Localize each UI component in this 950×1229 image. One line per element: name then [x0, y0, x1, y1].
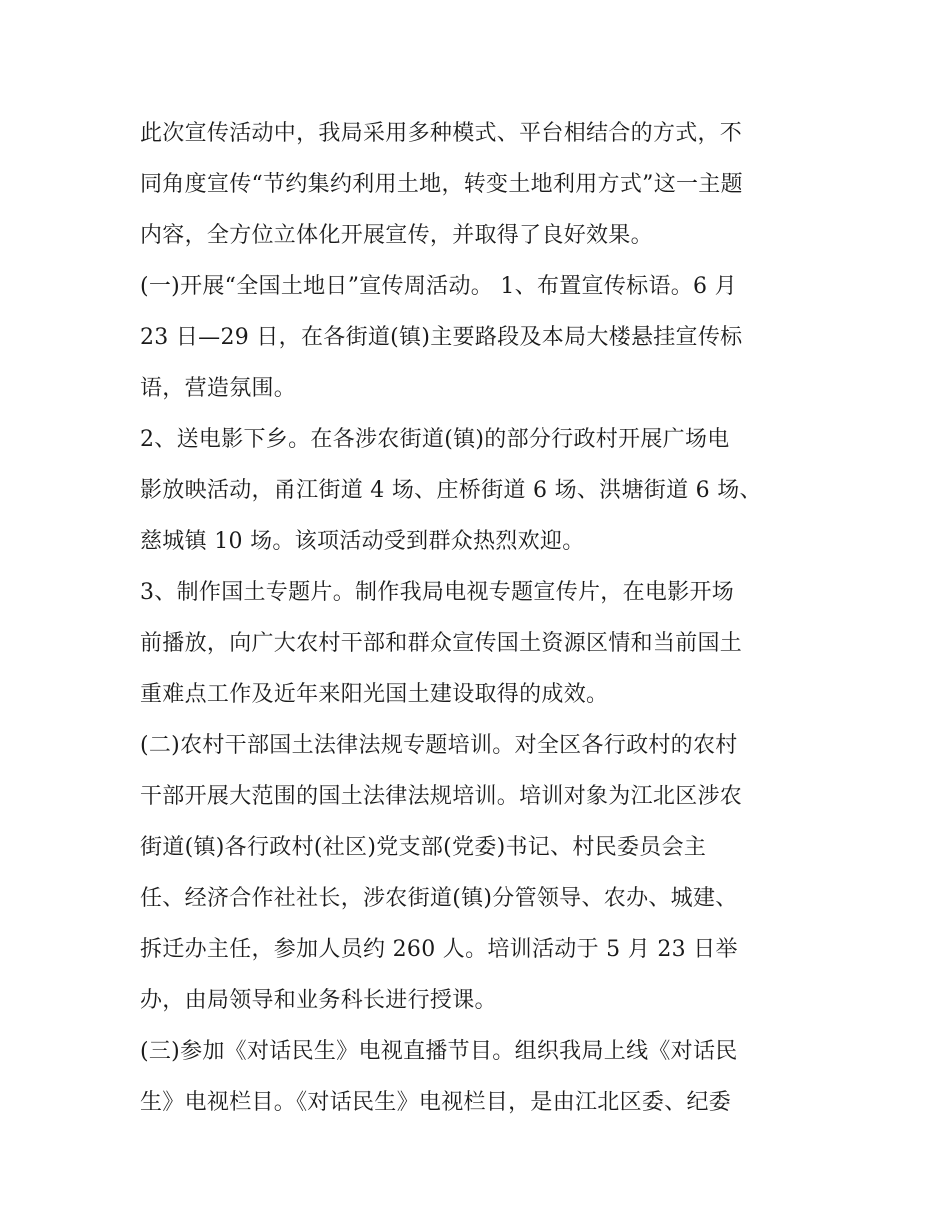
text-line: 此次宣传活动中，我局采用多种模式、平台相结合的方式，不: [140, 121, 743, 146]
text-line: 2、送电影下乡。在各涉农街道(镇)的部分行政村开展广场电: [140, 427, 730, 452]
text-line: 办，由局领导和业务科长进行授课。: [140, 988, 497, 1013]
text-line: 干部开展大范围的国土法律法规培训。培训对象为江北区涉农: [140, 784, 743, 809]
text-line: (一)开展“全国土地日”宣传周活动。 1、布置宣传标语。6 月: [140, 274, 737, 299]
text-line: 前播放，向广大农村干部和群众宣传国土资源区情和当前国土: [140, 631, 743, 656]
text-line: 3、制作国土专题片。制作我局电视专题宣传片，在电影开场: [140, 580, 735, 605]
text-line: 23 日—29 日，在各街道(镇)主要路段及本局大楼悬挂宣传标: [140, 325, 743, 350]
text-line: 同角度宣传“节约集约利用土地，转变土地利用方式”这一主题: [140, 172, 743, 197]
text-line: 任、经济合作社社长，涉农街道(镇)分管领导、农办、城建、: [140, 886, 738, 911]
text-line: 重难点工作及近年来阳光国土建设取得的成效。: [140, 682, 609, 707]
text-line: 慈城镇 10 场。该项活动受到群众热烈欢迎。: [140, 529, 585, 554]
text-line: 拆迁办主任，参加人员约 260 人。培训活动于 5 月 23 日举: [140, 937, 738, 962]
text-line: 街道(镇)各行政村(社区)党支部(党委)书记、村民委员会主: [140, 835, 707, 860]
text-line: (二)农村干部国土法律法规专题培训。对全区各行政村的农村: [140, 733, 738, 758]
text-line: (三)参加《对话民生》电视直播节目。组织我局上线《对话民: [140, 1039, 738, 1064]
text-line: 语，营造氛围。: [140, 376, 297, 401]
text-line: 影放映活动，甬江街道 4 场、庄桥街道 6 场、洪塘街道 6 场、: [140, 478, 762, 503]
body-text: [140, 108, 840, 1128]
text-line: 内容，全方位立体化开展宣传，并取得了良好效果。: [140, 223, 653, 248]
text-line: 生》电视栏目。《对话民生》电视栏目，是由江北区委、纪委: [140, 1090, 732, 1115]
